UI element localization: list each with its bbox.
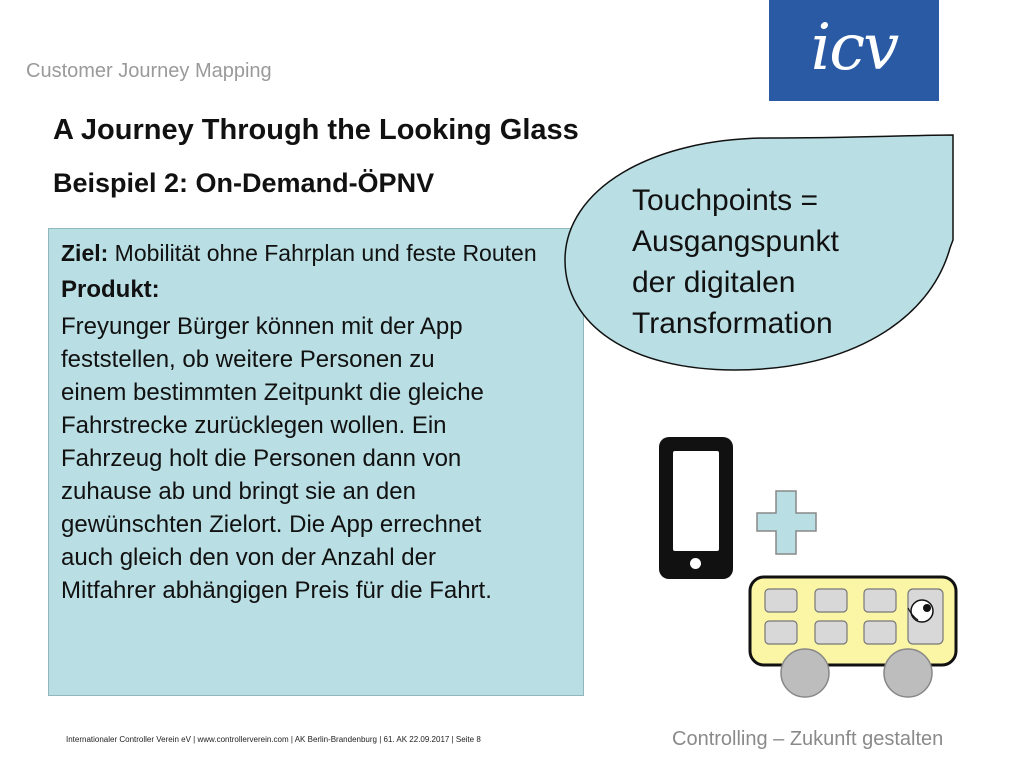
product-line: einem bestimmten Zeitpunkt die gleiche	[61, 379, 484, 406]
smartphone-screen	[673, 451, 719, 551]
bubble-text	[632, 180, 839, 344]
goal-text: Mobilität ohne Fahrplan und feste Routen	[108, 240, 537, 266]
product-line: Mitfahrer abhängigen Preis für die Fahrt.	[61, 577, 492, 604]
goal-label: Ziel:	[61, 240, 109, 266]
footer-tagline: Controlling – Zukunft gestalten	[672, 728, 944, 750]
description-box	[48, 228, 584, 696]
product-line: auch gleich den von der Anzahl der	[61, 544, 436, 571]
smartphone-home-button	[690, 558, 701, 569]
footer-info: Internationaler Controller Verein eV | www.controllerverein.com | AK Berlin-Brandenburg | 61. AK 22.09.2017 | Seite 8	[66, 735, 481, 744]
product-line: zuhause ab und bringt sie an den	[61, 478, 416, 505]
bubble-line: Transformation	[632, 307, 833, 340]
bubble-line: Ausgangspunkt	[632, 225, 839, 258]
bubble-line: der digitalen	[632, 266, 796, 299]
goal-paragraph	[61, 237, 571, 269]
slide-title: A Journey Through the Looking Glass	[53, 114, 579, 146]
product-line: Freyunger Bürger können mit der App	[61, 313, 463, 340]
icv-logo	[769, 0, 939, 101]
product-line: Fahrzeug holt die Personen dann von	[61, 445, 462, 472]
product-line: Fahrstrecke zurücklegen wollen. Ein	[61, 412, 447, 439]
smartphone-icon	[659, 437, 733, 579]
product-line: feststellen, ob weitere Personen zu	[61, 346, 435, 373]
plus-icon	[755, 489, 819, 557]
logo-text: icv	[810, 11, 898, 85]
section-title: Customer Journey Mapping	[26, 60, 272, 82]
slide-subtitle: Beispiel 2: On-Demand-ÖPNV	[53, 168, 435, 198]
bus-icon	[746, 574, 960, 698]
bubble-line: Touchpoints =	[632, 184, 818, 217]
product-line: gewünschten Zielort. Die App errechnet	[61, 511, 482, 538]
product-label: Produkt:	[61, 276, 160, 303]
